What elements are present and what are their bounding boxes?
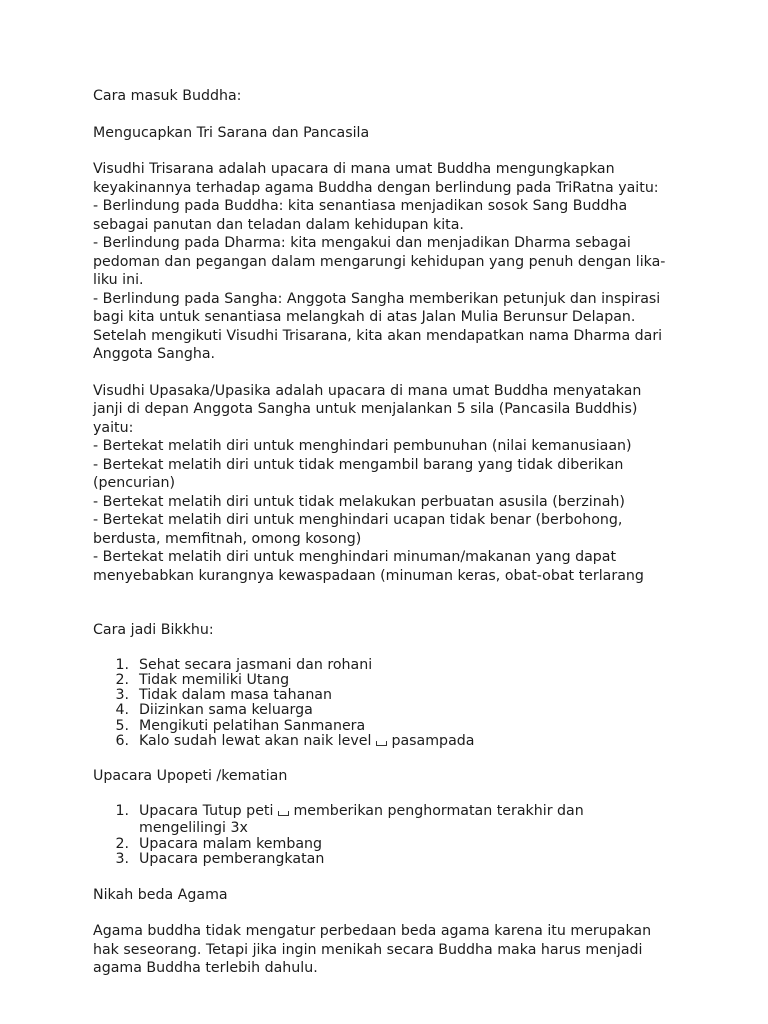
list-number: 2. xyxy=(115,671,129,688)
list-text: Diizinkan sama keluarga xyxy=(139,702,313,719)
list-item xyxy=(93,719,673,734)
missing-glyph-icon xyxy=(278,811,289,816)
list-number: 5. xyxy=(115,717,129,734)
paragraph-visudhi-trisarana xyxy=(93,160,673,364)
text-line: menyebabkan kurangnya kewaspadaan (minuman keras, obat-obat terlarang xyxy=(93,567,644,584)
text-line: Setelah mengikuti Visudhi Trisarana, kita akan mendapatkan nama Dharma dari xyxy=(93,327,663,344)
list-item xyxy=(93,734,673,749)
list-item xyxy=(93,837,673,852)
text-line: - Bertekat melatih diri untuk menghindari ucapan tidak benar (berbohong, xyxy=(93,512,623,528)
list-number: 3. xyxy=(115,687,129,704)
list-text-after: pasampada xyxy=(391,732,475,749)
text-line: hak seseorang. Tetapi jika ingin menikah secara Buddha maka harus menjadi xyxy=(93,941,643,958)
text-line: - Berlindung pada Buddha: kita senantiasa menjadikan sosok Sang Buddha xyxy=(93,198,628,214)
list-item xyxy=(93,703,673,718)
text-line: - Berlindung pada Dharma: kita mengakui dan menjadikan Dharma sebagai xyxy=(93,235,631,251)
list-number: 2. xyxy=(115,836,129,853)
list-number: 3. xyxy=(115,851,129,868)
list-item xyxy=(93,804,673,819)
list-item xyxy=(93,673,673,688)
list-text-before: Kalo sudah lewat akan naik level xyxy=(139,732,372,749)
list-item xyxy=(93,852,673,867)
paragraph-visudhi-upasaka xyxy=(93,382,673,586)
heading-nikah-beda-agama: Nikah beda Agama xyxy=(93,886,228,903)
text-line: - Bertekat melatih diri untuk menghindari pembunuhan (nilai kemanusiaan) xyxy=(93,438,632,454)
list-text: Tidak dalam masa tahanan xyxy=(139,687,332,704)
text-line: keyakinannya terhadap agama Buddha dengan berlindung pada TriRatna yaitu: xyxy=(93,179,659,196)
text-line: (pencurian) xyxy=(93,475,176,491)
heading-cara-masuk-buddha: Cara masuk Buddha: xyxy=(93,88,242,104)
text-line: Visudhi Trisarana adalah upacara di mana umat Buddha mengungkapkan xyxy=(93,161,615,177)
text-line: - Bertekat melatih diri untuk menghindari minuman/makanan yang dapat xyxy=(93,549,617,565)
missing-glyph-icon xyxy=(376,741,387,746)
text-line: berdusta, memfitnah, omong kosong) xyxy=(93,530,362,547)
list-number: 6. xyxy=(115,732,129,749)
text-line: Visudhi Upasaka/Upasika adalah upacara di mana umat Buddha menyatakan xyxy=(93,382,642,399)
list-text-after: memberikan penghormatan terakhir dan xyxy=(293,802,584,819)
list-bikkhu-requirements xyxy=(93,658,673,750)
list-text: Upacara malam kembang xyxy=(139,836,323,853)
list-item-continuation: mengelilingi 3x xyxy=(139,820,248,837)
list-text-before: Upacara Tutup peti xyxy=(139,802,274,819)
list-text: Sehat secara jasmani dan rohani xyxy=(139,656,373,673)
text-line: - Bertekat melatih diri untuk tidak melakukan perbuatan asusila (berzinah) xyxy=(93,493,625,510)
text-line: pedoman dan pegangan dalam mengarungi kehidupan yang penuh dengan lika- xyxy=(93,253,666,270)
list-number: 1. xyxy=(115,656,129,673)
heading-upacara-kematian: Upacara Upopeti /kematian xyxy=(93,768,288,785)
list-funeral-ceremonies xyxy=(93,804,673,868)
heading-cara-jadi-bikkhu: Cara jadi Bikkhu: xyxy=(93,622,214,638)
text-line: liku ini. xyxy=(93,272,144,288)
text-line: - Berlindung pada Sangha: Anggota Sangha memberikan petunjuk dan inspirasi xyxy=(93,290,661,307)
list-text: Mengikuti pelatihan Sanmanera xyxy=(139,717,366,734)
text-line: - Bertekat melatih diri untuk tidak mengambil barang yang tidak diberikan xyxy=(93,456,624,473)
text-line: Anggota Sangha. xyxy=(93,346,216,362)
text-line: sebagai panutan dan teladan dalam kehidupan kita. xyxy=(93,216,464,233)
paragraph-nikah-beda-agama xyxy=(93,922,673,978)
text-line: Agama buddha tidak mengatur perbedaan beda agama karena itu merupakan xyxy=(93,923,652,940)
text-line: agama Buddha terlebih dahulu. xyxy=(93,960,318,977)
list-item xyxy=(93,658,673,673)
list-text xyxy=(139,734,474,749)
list-text: Upacara pemberangkatan xyxy=(139,851,325,868)
list-text xyxy=(139,804,584,819)
subheading-tri-sarana: Mengucapkan Tri Sarana dan Pancasila xyxy=(93,124,370,141)
text-line: janji di depan Anggota Sangha untuk menjalankan 5 sila (Pancasila Buddhis) xyxy=(93,401,638,417)
list-number: 4. xyxy=(115,702,129,719)
text-line: bagi kita untuk senantiasa melangkah di atas Jalan Mulia Berunsur Delapan. xyxy=(93,309,636,325)
document-page xyxy=(93,87,673,978)
list-item xyxy=(93,688,673,703)
list-text: Tidak memiliki Utang xyxy=(139,671,290,688)
list-number: 1. xyxy=(115,802,129,819)
text-line: yaitu: xyxy=(93,419,134,436)
